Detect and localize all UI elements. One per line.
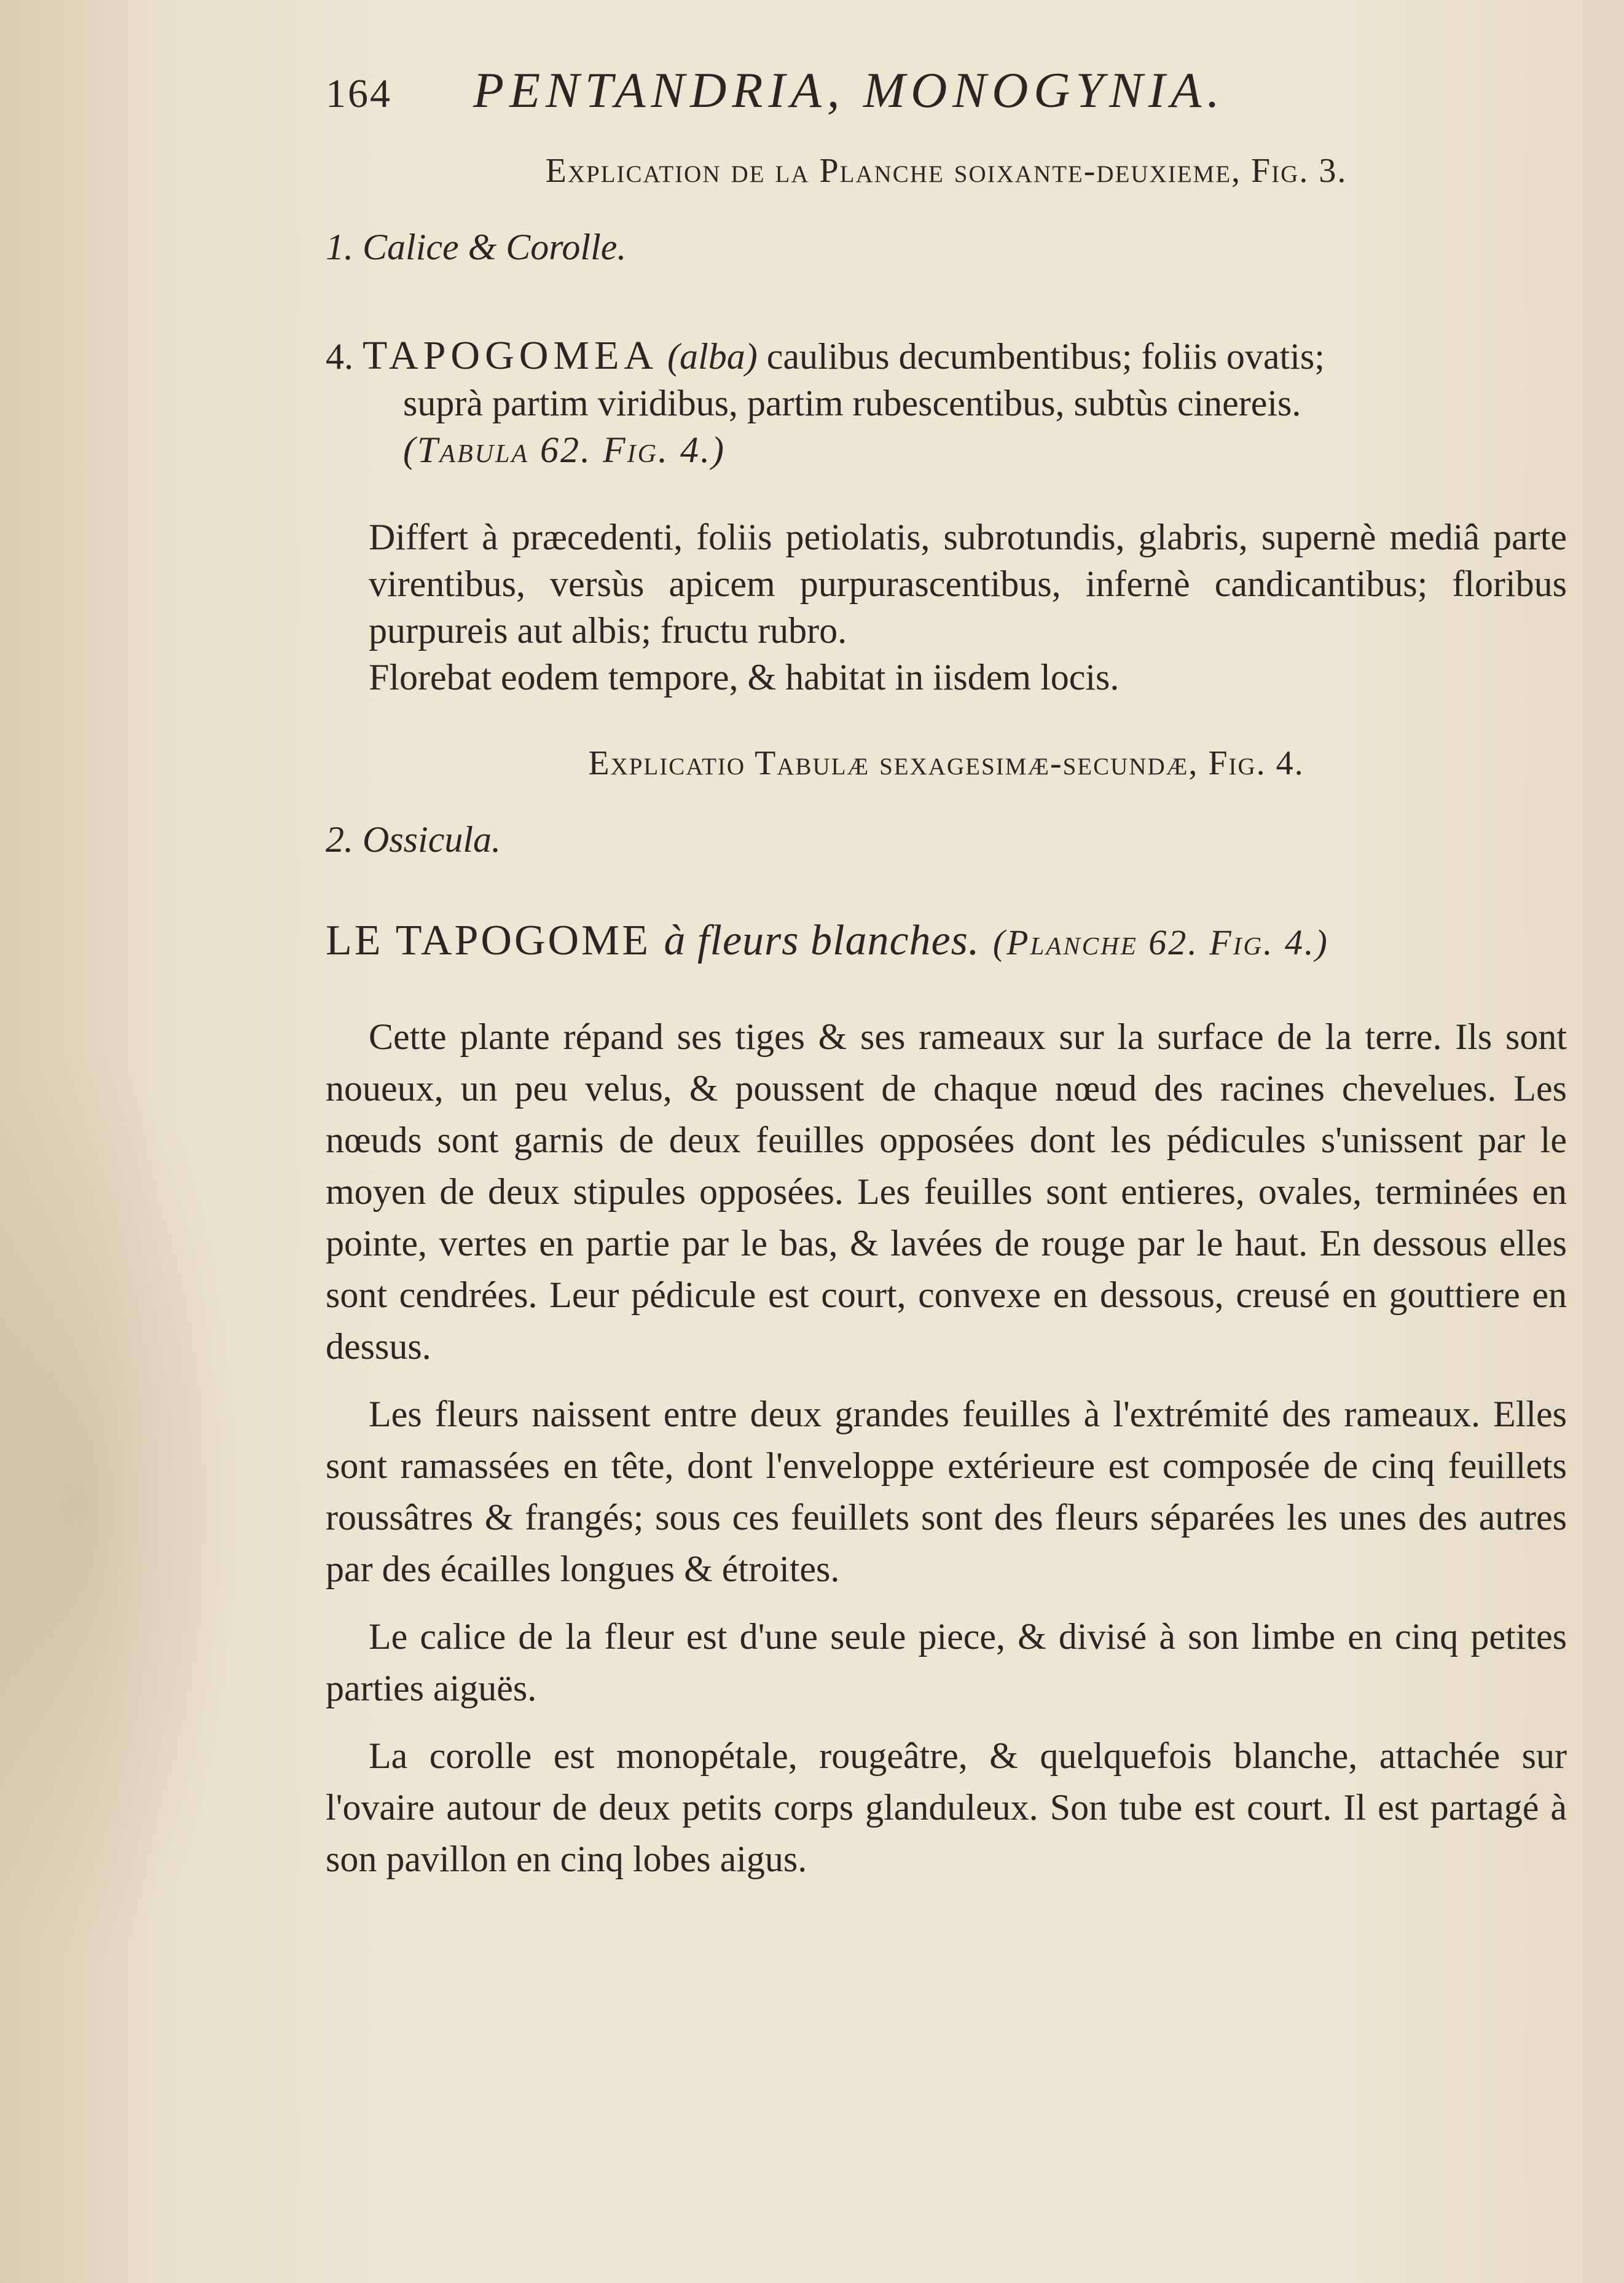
latin-habitat: Florebat eodem tempore, & habitat in iisdem locis. [369, 657, 1120, 697]
section-title-italic: à fleurs blanches. [664, 917, 980, 964]
paragraph-1: Cette plante répand ses tiges & ses rameaux sur la surface de la terre. Ils sont noueux, un peu velus, & poussent de chaque nœud des racines chevelues. Les nœuds sont garnis de deux feuilles opposées dont les pédicules s'unissent par le moyen de deux stipules opposées. Les feuilles sont entieres, ovales, terminées en pointe, vertes en partie par le bas, & lavées de rouge par le haut. En dessous elles sont cendrées. Leur pédicule est court, convexe en dessous, creusé en gouttiere en dessus. [326, 1016, 1567, 1367]
figure-item-2 [326, 819, 1567, 861]
figure-item-1 [326, 226, 1567, 269]
running-head [326, 61, 1567, 119]
species-description-1: caulibus decumbentibus; foliis ovatis; [766, 336, 1325, 377]
paragraph-4: La corolle est monopétale, rougeâtre, & quelquefois blanche, attachée sur l'ovaire autour de deux petits corps glanduleux. Son tube est court. Il est partagé à son pavillon en cinq lobes aigus. [326, 1735, 1567, 1879]
species-line-1 [326, 332, 1567, 380]
explanation-heading-fr: Explication de la Planche soixante-deuxieme, Fig. 3. [545, 152, 1347, 190]
latin-description: Differt à præcedenti, foliis petiolatis, subrotundis, glabris, supernè mediâ parte virentibus, versùs apicem purpurascentibus, infernè candicantibus; floribus purpureis aut albis; fructu rubro. [369, 517, 1567, 651]
species-number: 4. [326, 336, 353, 377]
paragraph-2: Les fleurs naissent entre deux grandes feuilles à l'extrémité des rameaux. Elles sont ramassées en tête, dont l'enveloppe extérieure est composée de cinq feuillets roussâtres & frangés; sous ces feuillets sont des fleurs séparées les unes des autres par des écailles longues & étroites. [326, 1394, 1567, 1589]
french-description [326, 1011, 1567, 1885]
section-title-name: LE TAPOGOME [326, 917, 651, 964]
paragraph-3: Le calice de la fleur est d'une seule piece, & divisé à son limbe en cinq petites parties aiguës. [326, 1616, 1567, 1708]
explanation-heading-la: Explicatio Tabulæ sexagesimæ-secundæ, Fig. 4. [588, 744, 1304, 782]
species-epithet: (alba) [667, 336, 758, 377]
paper-stain [0, 1045, 246, 1967]
figure-item-1-text: 1. Calice & Corolle. [326, 227, 627, 267]
species-description-block [326, 380, 1567, 473]
running-title: PENTANDRIA, MONOGYNIA. [473, 62, 1225, 118]
section-title-reference: (Planche 62. Fig. 4.) [992, 922, 1329, 962]
figure-item-2-text: 2. Ossicula. [326, 819, 501, 860]
latin-paragraph [326, 514, 1567, 701]
species-description-2: suprà partim viridibus, partim rubescentibus, subtùs cinereis. [403, 383, 1301, 423]
species-name: TAPOGOMEA [363, 333, 659, 378]
page-content [326, 61, 1567, 1901]
page-number: 164 [326, 71, 392, 116]
section-title [326, 916, 1567, 965]
species-entry [326, 332, 1567, 473]
species-reference: (Tabula 62. Fig. 4.) [403, 430, 726, 470]
